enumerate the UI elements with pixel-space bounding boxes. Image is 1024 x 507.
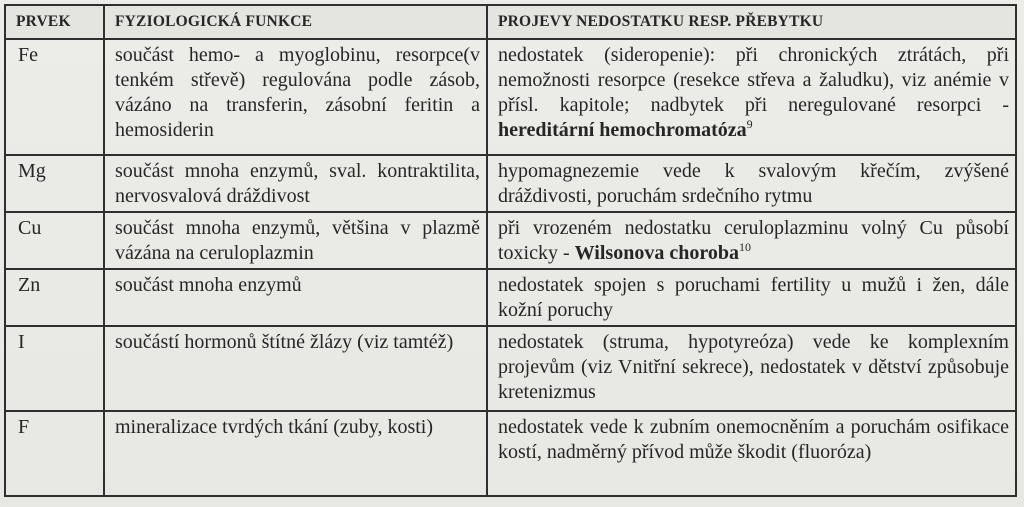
element-cell: Zn	[5, 269, 104, 326]
effects-cell	[487, 326, 1016, 411]
trace-elements-table	[4, 4, 1017, 497]
element-cell: Cu	[5, 212, 104, 269]
footnote-ref: 10	[738, 240, 751, 254]
function-cell: součástí hormonů štítné žlázy (viz tamtéž)	[104, 326, 487, 411]
effects-text: nedostatek (struma, hypotyreóza) vede ke komplexním projevům (viz Vnitřní sekrece), nedostatek v dětství způsobuje kretenizmus	[498, 331, 1009, 403]
effects-cell	[487, 411, 1016, 496]
effects-cell	[487, 155, 1016, 212]
effects-cell	[487, 212, 1016, 269]
table-row	[5, 212, 1016, 269]
function-cell: součást hemo- a myoglobinu, resorpce(v tenkém střevě) regulována podle zásob, vázáno na transferin, zásobní feritin a hemosiderin	[104, 39, 487, 155]
function-cell: součást mnoha enzymů, sval. kontraktilita, nervosvalová dráždivost	[104, 155, 487, 212]
table-row	[5, 39, 1016, 155]
effects-bold-term: Wilsonova choroba	[574, 242, 739, 264]
effects-cell	[487, 269, 1016, 326]
effects-bold-term: hereditární hemochromatóza	[498, 119, 747, 141]
column-header-effects: PROJEVY NEDOSTATKU RESP. PŘEBYTKU	[487, 5, 1016, 39]
effects-text: nedostatek (sideropenie): při chronických ztrátách, při nemožnosti resorpce (resekce střeva a žaludku), viz anémie v přísl. kapitole; nadbytek při neregulované resorpci -	[498, 44, 1009, 116]
effects-text: nedostatek spojen s poruchami fertility u mužů i žen, dále kožní poruchy	[498, 274, 1009, 321]
table-row	[5, 411, 1016, 496]
function-cell: mineralizace tvrdých tkání (zuby, kosti)	[104, 411, 487, 496]
table-header-row	[5, 5, 1016, 39]
table-row	[5, 155, 1016, 212]
column-header-function: FYZIOLOGICKÁ FUNKCE	[104, 5, 487, 39]
table-row	[5, 269, 1016, 326]
element-cell: F	[5, 411, 104, 496]
element-cell: Fe	[5, 39, 104, 155]
element-cell: I	[5, 326, 104, 411]
effects-text: při vrozeném nedostatku ceruloplazminu volný Cu působí toxicky -	[498, 217, 1009, 264]
function-cell: součást mnoha enzymů	[104, 269, 487, 326]
effects-text: hypomagnezemie vede k svalovým křečím, zvýšené dráždivosti, poruchám srdečního rytmu	[498, 160, 1009, 207]
table-row	[5, 326, 1016, 411]
footnote-ref: 9	[746, 117, 753, 131]
effects-text: nedostatek vede k zubním onemocněním a poruchám osifikace kostí, nadměrný přívod může škodit (fluoróza)	[498, 416, 1009, 463]
effects-cell	[487, 39, 1016, 155]
element-cell: Mg	[5, 155, 104, 212]
column-header-element: PRVEK	[5, 5, 104, 39]
function-cell: součást mnoha enzymů, většina v plazmě vázána na ceruloplazmin	[104, 212, 487, 269]
